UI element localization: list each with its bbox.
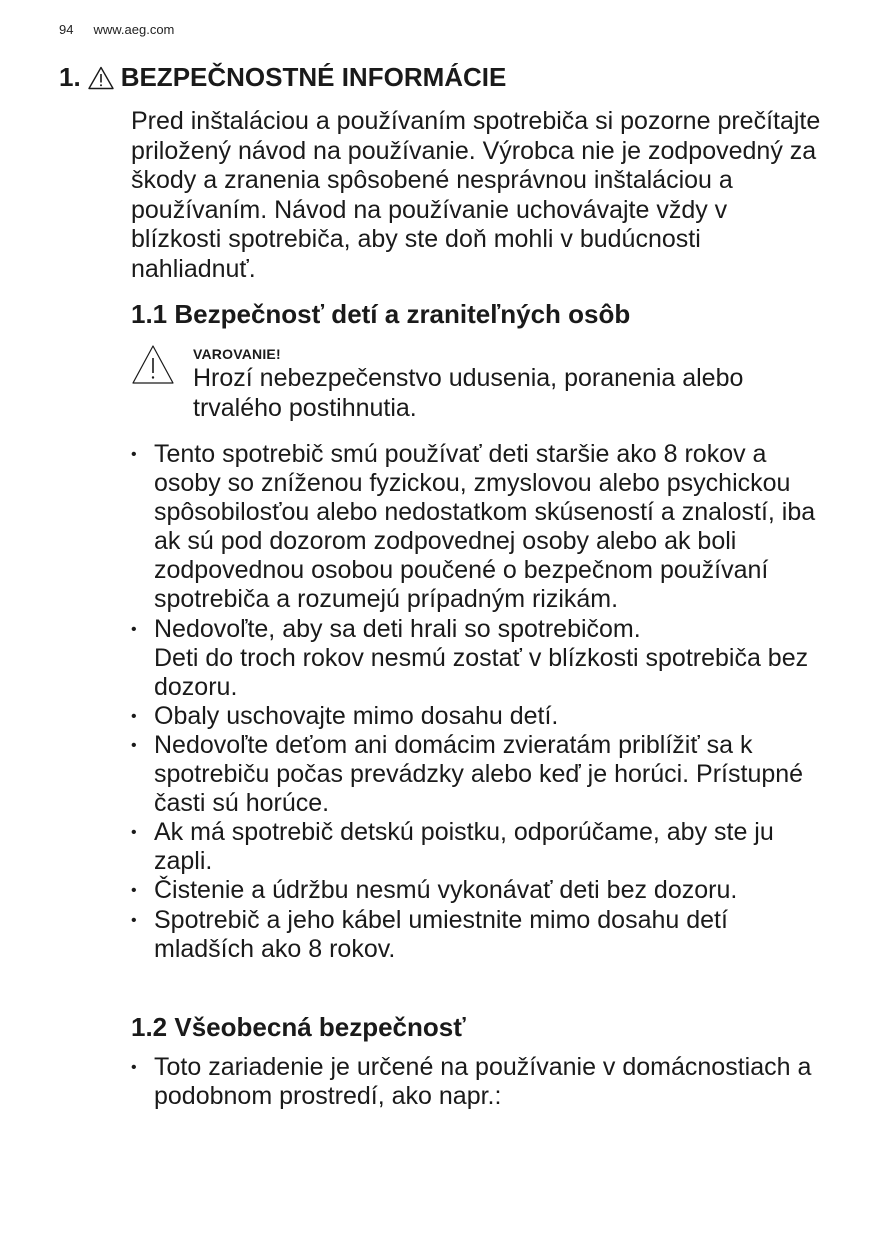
warning-label: VAROVANIE! <box>193 346 281 362</box>
subsection-2-title: 1.2 Všeobecná bezpečnosť <box>131 1012 466 1042</box>
bullet-marker: • <box>131 882 137 900</box>
list-item-text: Ak má spotrebič detskú poistku, odporúčame, aby ste ju zapli. <box>154 818 774 876</box>
warning-text: Hrozí nebezpečenstvo udusenia, poranenia alebo trvalého postihnutia. <box>193 364 744 422</box>
list-item-text: Obaly uschovajte mimo dosahu detí. <box>154 701 559 730</box>
list-item <box>131 615 821 702</box>
bullet-marker: • <box>131 707 137 725</box>
bullet-marker: • <box>131 1059 137 1076</box>
page-number: 94 <box>59 22 74 37</box>
bullet-marker: • <box>131 736 137 754</box>
bullet-marker: • <box>131 911 137 929</box>
bullet-marker: • <box>131 620 137 638</box>
list-item <box>131 1053 821 1111</box>
list-item <box>131 876 821 905</box>
section-title-text: BEZPEČNOSTNÉ INFORMÁCIE <box>120 62 507 92</box>
section-title <box>59 62 506 93</box>
list-item <box>131 906 821 964</box>
page-header <box>59 22 174 37</box>
list-item <box>131 702 821 731</box>
list-item <box>131 440 821 615</box>
list-item-text: Nedovoľte deťom ani domácim zvieratám priblížiť sa k spotrebiču počas prevádzky alebo keď je horúci. Prístupné časti sú horúce. <box>154 730 804 818</box>
bullet-marker: • <box>131 824 137 842</box>
list-item-text: Tento spotrebič smú používať deti staršie ako 8 rokov a osoby so zníženou fyzickou, zmyslovou alebo psychickou spôsobilosťou alebo nedostatkom skúseností a znalostí, iba ak sú pod dozorom zodpovednej osoby alebo ak boli zodpovednou osobou poučené o bezpečnom používaní spotrebiča a rozumejú prípadným rizikám. <box>154 440 816 614</box>
intro-paragraph: Pred inštaláciou a používaním spotrebiča si pozorne prečítajte priložený návod na používanie. Výrobca nie je zodpovedný za škody a zranenia spôsobené nesprávnou inštaláciou a používaním. Návod na používanie uchovávajte vždy v blízkosti spotrebiča, aby ste doň mohli v budúcnosti nahliadnuť. <box>131 107 821 283</box>
list-item-text: Nedovoľte, aby sa deti hrali so spotrebičom. <box>154 614 641 643</box>
section-number: 1. <box>59 62 81 92</box>
bullet-marker: • <box>131 446 137 463</box>
list-item-text: Deti do troch rokov nesmú zostať v blízkosti spotrebiča bez dozoru. <box>154 643 809 701</box>
subsection-1-title: 1.1 Bezpečnosť detí a zraniteľných osôb <box>131 299 631 329</box>
list-item-text: Toto zariadenie je určené na používanie v domácnostiach a podobnom prostredí, ako napr.: <box>154 1053 812 1111</box>
bullet-list-child-safety <box>131 440 821 964</box>
list-item-text: Spotrebič a jeho kábel umiestnite mimo dosahu detí mladších ako 8 rokov. <box>154 905 728 963</box>
website-url: www.aeg.com <box>93 22 175 37</box>
bullet-list-general-safety <box>131 1053 821 1111</box>
list-item <box>131 818 821 876</box>
warning-triangle-icon <box>131 344 175 391</box>
list-item <box>131 731 821 818</box>
list-item-text: Čistenie a údržbu nesmú vykonávať deti bez dozoru. <box>154 876 738 905</box>
warning-triangle-icon <box>88 66 114 90</box>
